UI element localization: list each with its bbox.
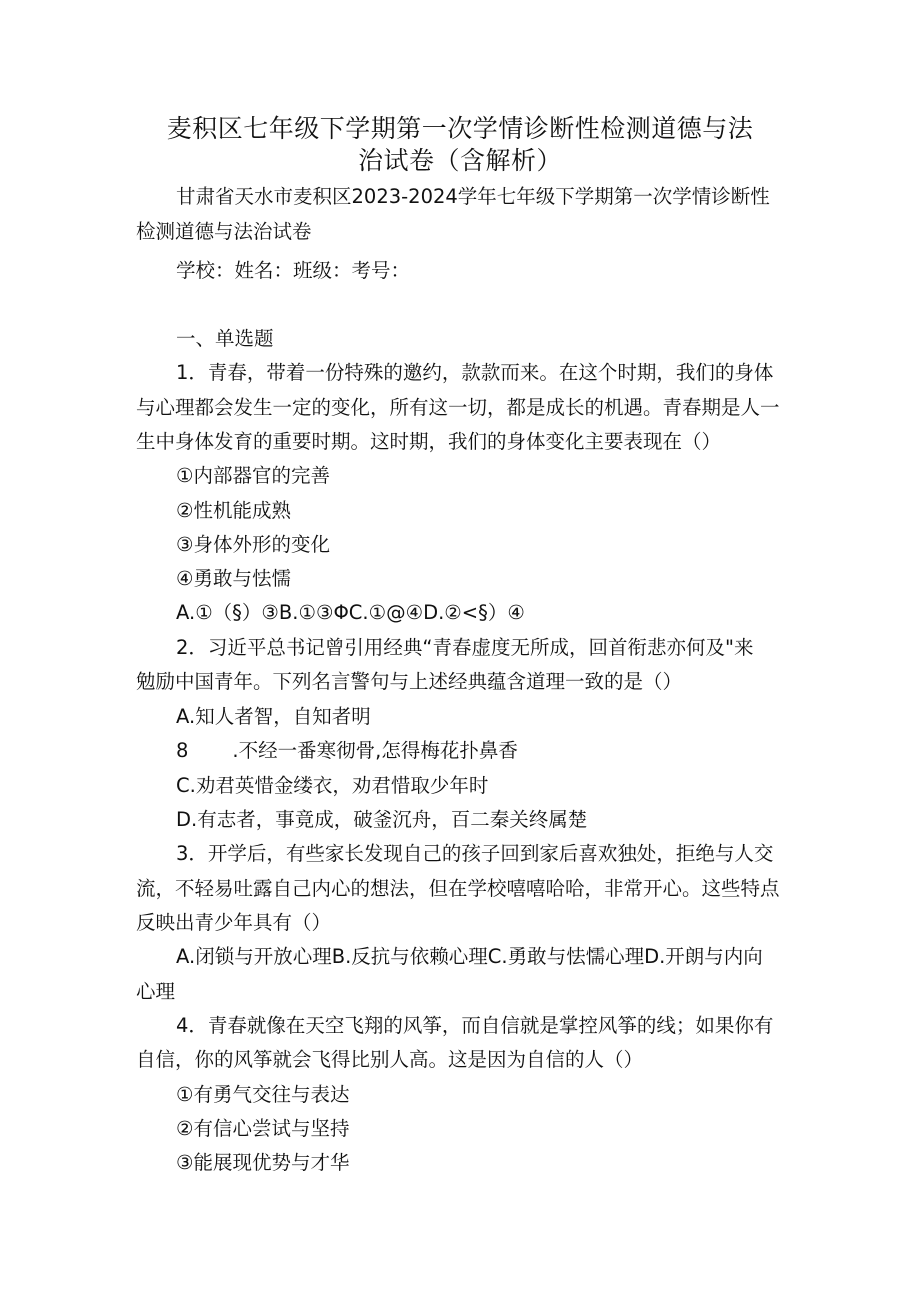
q1-stem-line-2: 与心理都会发生一定的变化，所有这一切，都是成长的机遇。青春期是人一 bbox=[136, 396, 780, 419]
q1-item-2: ②性机能成熟 bbox=[176, 499, 291, 522]
q3-options-line-2: 心理 bbox=[136, 980, 176, 1003]
q1-stem-line-3: 生中身体发育的重要时期。这时期，我们的身体变化主要表现在（） bbox=[136, 430, 722, 453]
q3-options-line-1: A.闭锁与开放心理B.反抗与依赖心理C.勇敢与怯懦心理D.开朗与内向 bbox=[176, 945, 763, 968]
q3-stem-line-3: 反映出青少年具有（） bbox=[136, 911, 332, 934]
q2-option-d: D.有志者，事竟成，破釜沉舟，百二秦关终属楚 bbox=[176, 808, 588, 831]
q4-stem-line-2: 自信，你的风筝就会飞得比别人高。这是因为自信的人（） bbox=[136, 1048, 644, 1071]
q1-item-3: ③身体外形的变化 bbox=[176, 533, 330, 556]
subtitle-line-2: 检测道德与法治试卷 bbox=[136, 220, 312, 243]
subtitle-line-1: 甘肃省天水市麦积区2023-2024学年七年级下学期第一次学情诊断性 bbox=[176, 185, 770, 208]
q1-stem-line-1: 1．青春，带着一份特殊的邀约，款款而来。在这个时期，我们的身体 bbox=[176, 361, 774, 384]
q1-options: A.①（§）③B.①③ΦC.①@④D.②<§）④ bbox=[176, 601, 525, 624]
q2-stem-line-1: 2．习近平总书记曾引用经典“青春虚度无所成，回首衔悲亦何及"来 bbox=[176, 636, 754, 659]
student-info-line: 学校：姓名：班级：考号： bbox=[176, 259, 411, 282]
q1-item-1: ①内部器官的完善 bbox=[176, 464, 330, 487]
q1-item-4: ④勇敢与怯懦 bbox=[176, 567, 291, 590]
q2-option-b-number: 8 bbox=[176, 739, 189, 762]
q4-item-3: ③能展现优势与才华 bbox=[176, 1151, 350, 1174]
q4-item-2: ②有信心尝试与坚持 bbox=[176, 1117, 350, 1140]
q3-stem-line-2: 流，不轻易吐露自己内心的想法，但在学校嘻嘻哈哈，非常开心。这些特点 bbox=[136, 877, 780, 900]
q3-stem-line-1: 3．开学后，有些家长发现自己的孩子回到家后喜欢独处，拒绝与人交 bbox=[176, 842, 774, 865]
q2-option-b bbox=[176, 738, 518, 764]
q2-option-b-text: .不经一番寒彻骨,怎得梅花扑鼻香 bbox=[232, 739, 518, 762]
document-title-line-2: 治试卷（含解析） bbox=[357, 146, 562, 175]
q4-item-1: ①有勇气交往与表达 bbox=[176, 1083, 350, 1106]
q2-option-c: C.劝君英惜金缕衣，劝君惜取少年时 bbox=[176, 774, 489, 797]
document-title-line-1: 麦积区七年级下学期第一次学情诊断性检测道德与法 bbox=[166, 114, 754, 143]
q2-stem-line-2: 勉励中国青年。下列名言警句与上述经典蕴含道理一致的是（） bbox=[136, 670, 683, 693]
q2-option-a: A.知人者智，自知者明 bbox=[176, 705, 371, 728]
q4-stem-line-1: 4．青春就像在天空飞翔的风筝，而自信就是掌控风筝的线；如果你有 bbox=[176, 1014, 774, 1037]
section-heading: 一、单选题 bbox=[176, 327, 274, 350]
